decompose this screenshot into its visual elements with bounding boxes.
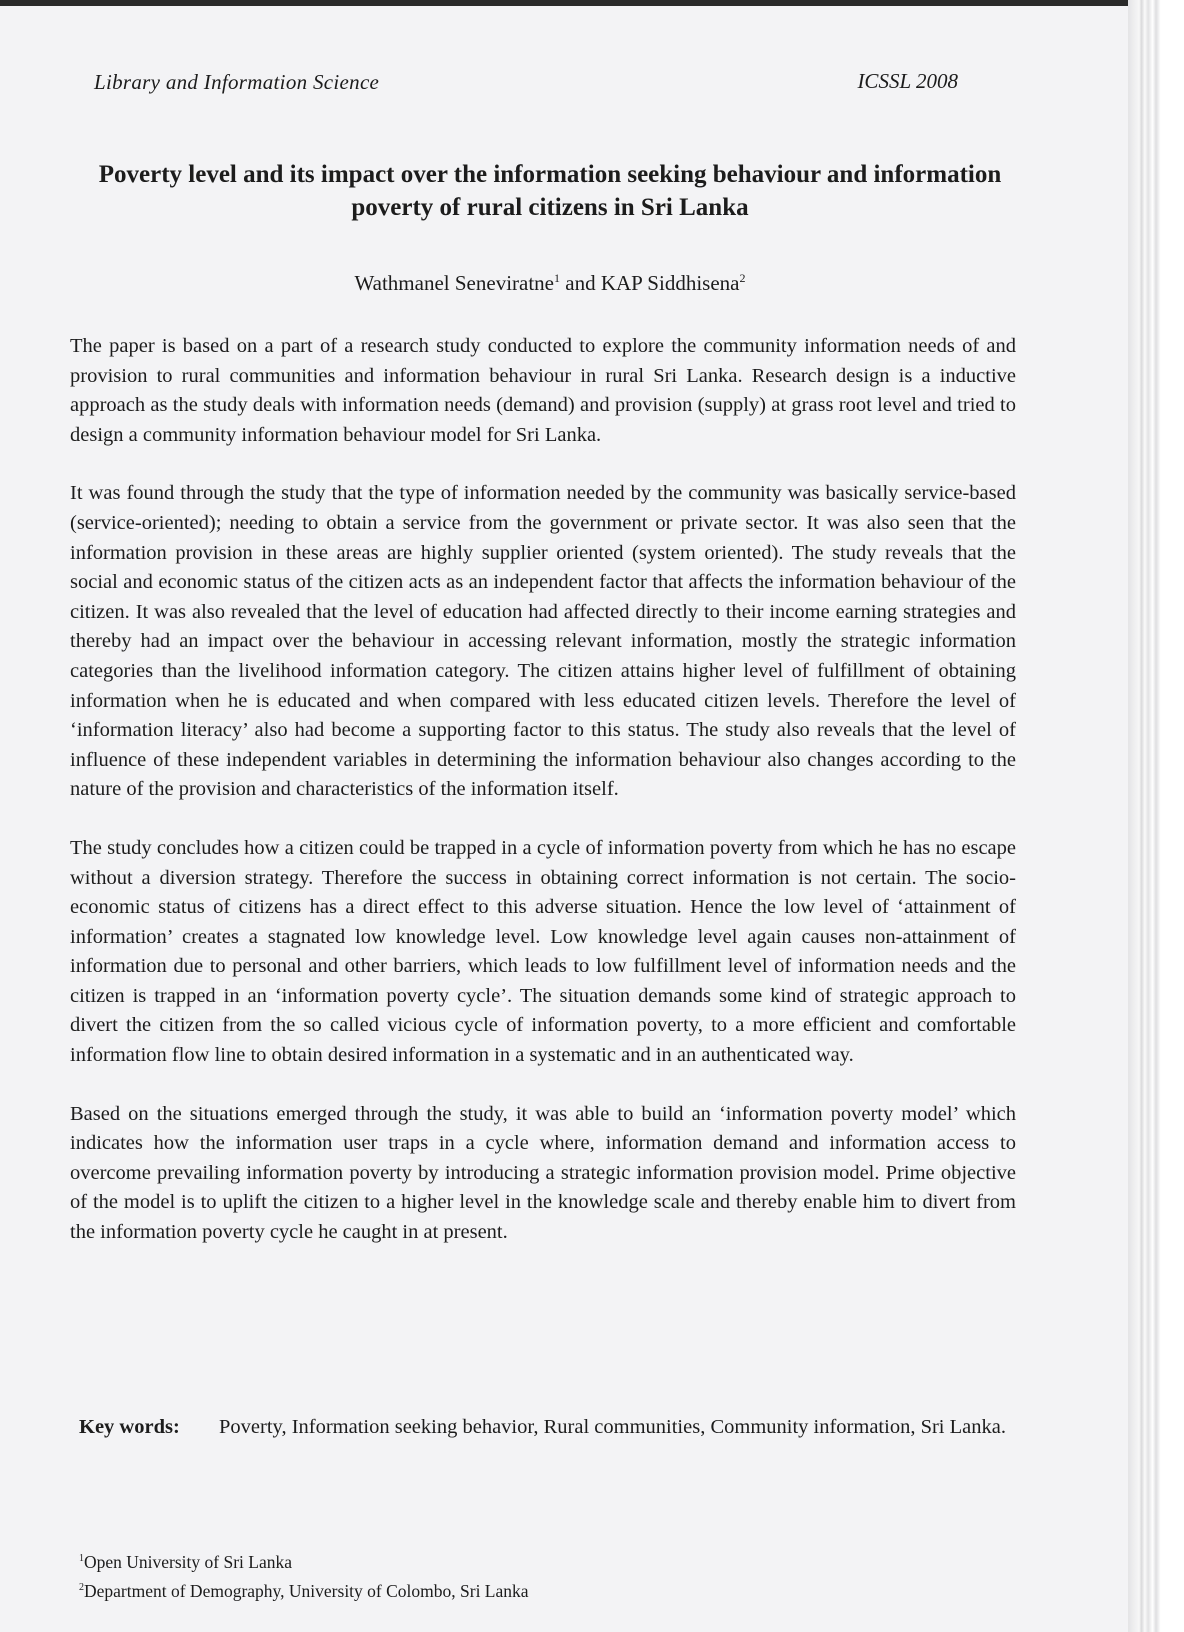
abstract-body — [70, 332, 1016, 1277]
running-header-left: Library and Information Science — [94, 70, 380, 94]
keywords-text: Poverty, Information seeking behavior, Rural communities, Community information, Sri Lanka. — [219, 1416, 1006, 1438]
page-stack-edge — [1128, 0, 1184, 1632]
abstract-paragraph-4: Based on the situations emerged through the study, it was able to build an ‘information poverty model’ which indicates how the information user traps in a cycle where, information demand and information access to overcome prevailing information poverty by introducing a strategic information provision model. Prime objective of the model is to uplift the citizen to a higher level in the knowledge scale and thereby enable him to divert from the information poverty cycle he caught in at present. — [70, 1102, 1016, 1244]
author-connector: and — [560, 271, 601, 295]
footnote-2 — [79, 1575, 529, 1604]
author-2: KAP Siddhisena — [600, 271, 740, 295]
author-line — [70, 271, 1030, 296]
author-1: Wathmanel Seneviratne — [354, 271, 554, 295]
abstract-paragraph-1: The paper is based on a part of a research study conducted to explore the community information needs of and provision to rural communities and information behaviour in rural Sri Lanka. Research design is a inductive approach as the study deals with information needs (demand) and provision (supply) at grass root level and tried to design a community information behaviour model for Sri Lanka. — [70, 335, 1016, 446]
running-header-right: ICSSL 2008 — [857, 69, 958, 93]
footnotes — [79, 1546, 529, 1604]
keywords-label: Key words: — [79, 1416, 180, 1438]
abstract-paragraph-2: It was found through the study that the type of information needed by the community was basically service-based (service-oriented); needing to obtain a service from the government or private sector. It was also seen that the information provision in these areas are highly supplier oriented (system oriented). The study reveals that the social and economic status of the citizen acts as an independent factor that affects the information behaviour of the citizen. It was also revealed that the level of education had affected directly to their income earning strategies and thereby had an impact over the behaviour in accessing relevant information, mostly the strategic information categories than the livelihood information category. The citizen attains higher level of fulfillment of obtaining information when he is educated and when compared with less educated citizen levels. Therefore the level of ‘information literacy’ also had become a supporting factor to this status. The study also reveals that the level of influence of these independent variables in determining the information behaviour also changes according to the nature of the provision and characteristics of the information itself. — [70, 482, 1016, 801]
footnote-2-mark: 2 — [79, 1581, 84, 1593]
document-page — [0, 6, 1128, 1632]
author-2-mark: 2 — [739, 271, 746, 285]
paper-title: Poverty level and its impact over the information seeking behaviour and information poverty of rural citizens in Sri Lanka — [98, 161, 1002, 221]
abstract-paragraph-3: The study concludes how a citizen could be trapped in a cycle of information poverty from which he has no escape without a diversion strategy. Therefore the success in obtaining correct information is not certain. The socio-economic status of citizens has a direct effect to this adverse situation. Hence the low level of ‘attainment of information’ creates a stagnated low knowledge level. Low knowledge level again causes non-attainment of information due to personal and other barriers, which leads to low fulfillment level of information needs and the citizen is trapped in an ‘information poverty cycle’. The situation demands some kind of strategic approach to divert the citizen from the so called vicious cycle of information poverty, to a more efficient and comfortable information flow line to obtain desired information in a systematic and in an authenticated way. — [70, 836, 1016, 1067]
keywords-section — [79, 1413, 1019, 1442]
footnote-2-text: Department of Demography, University of Colombo, Sri Lanka — [84, 1580, 529, 1601]
footnote-1 — [79, 1546, 529, 1575]
footnote-1-mark: 1 — [79, 1553, 84, 1564]
footnote-1-text: Open University of Sri Lanka — [84, 1551, 293, 1572]
author-1-mark: 1 — [554, 271, 560, 285]
